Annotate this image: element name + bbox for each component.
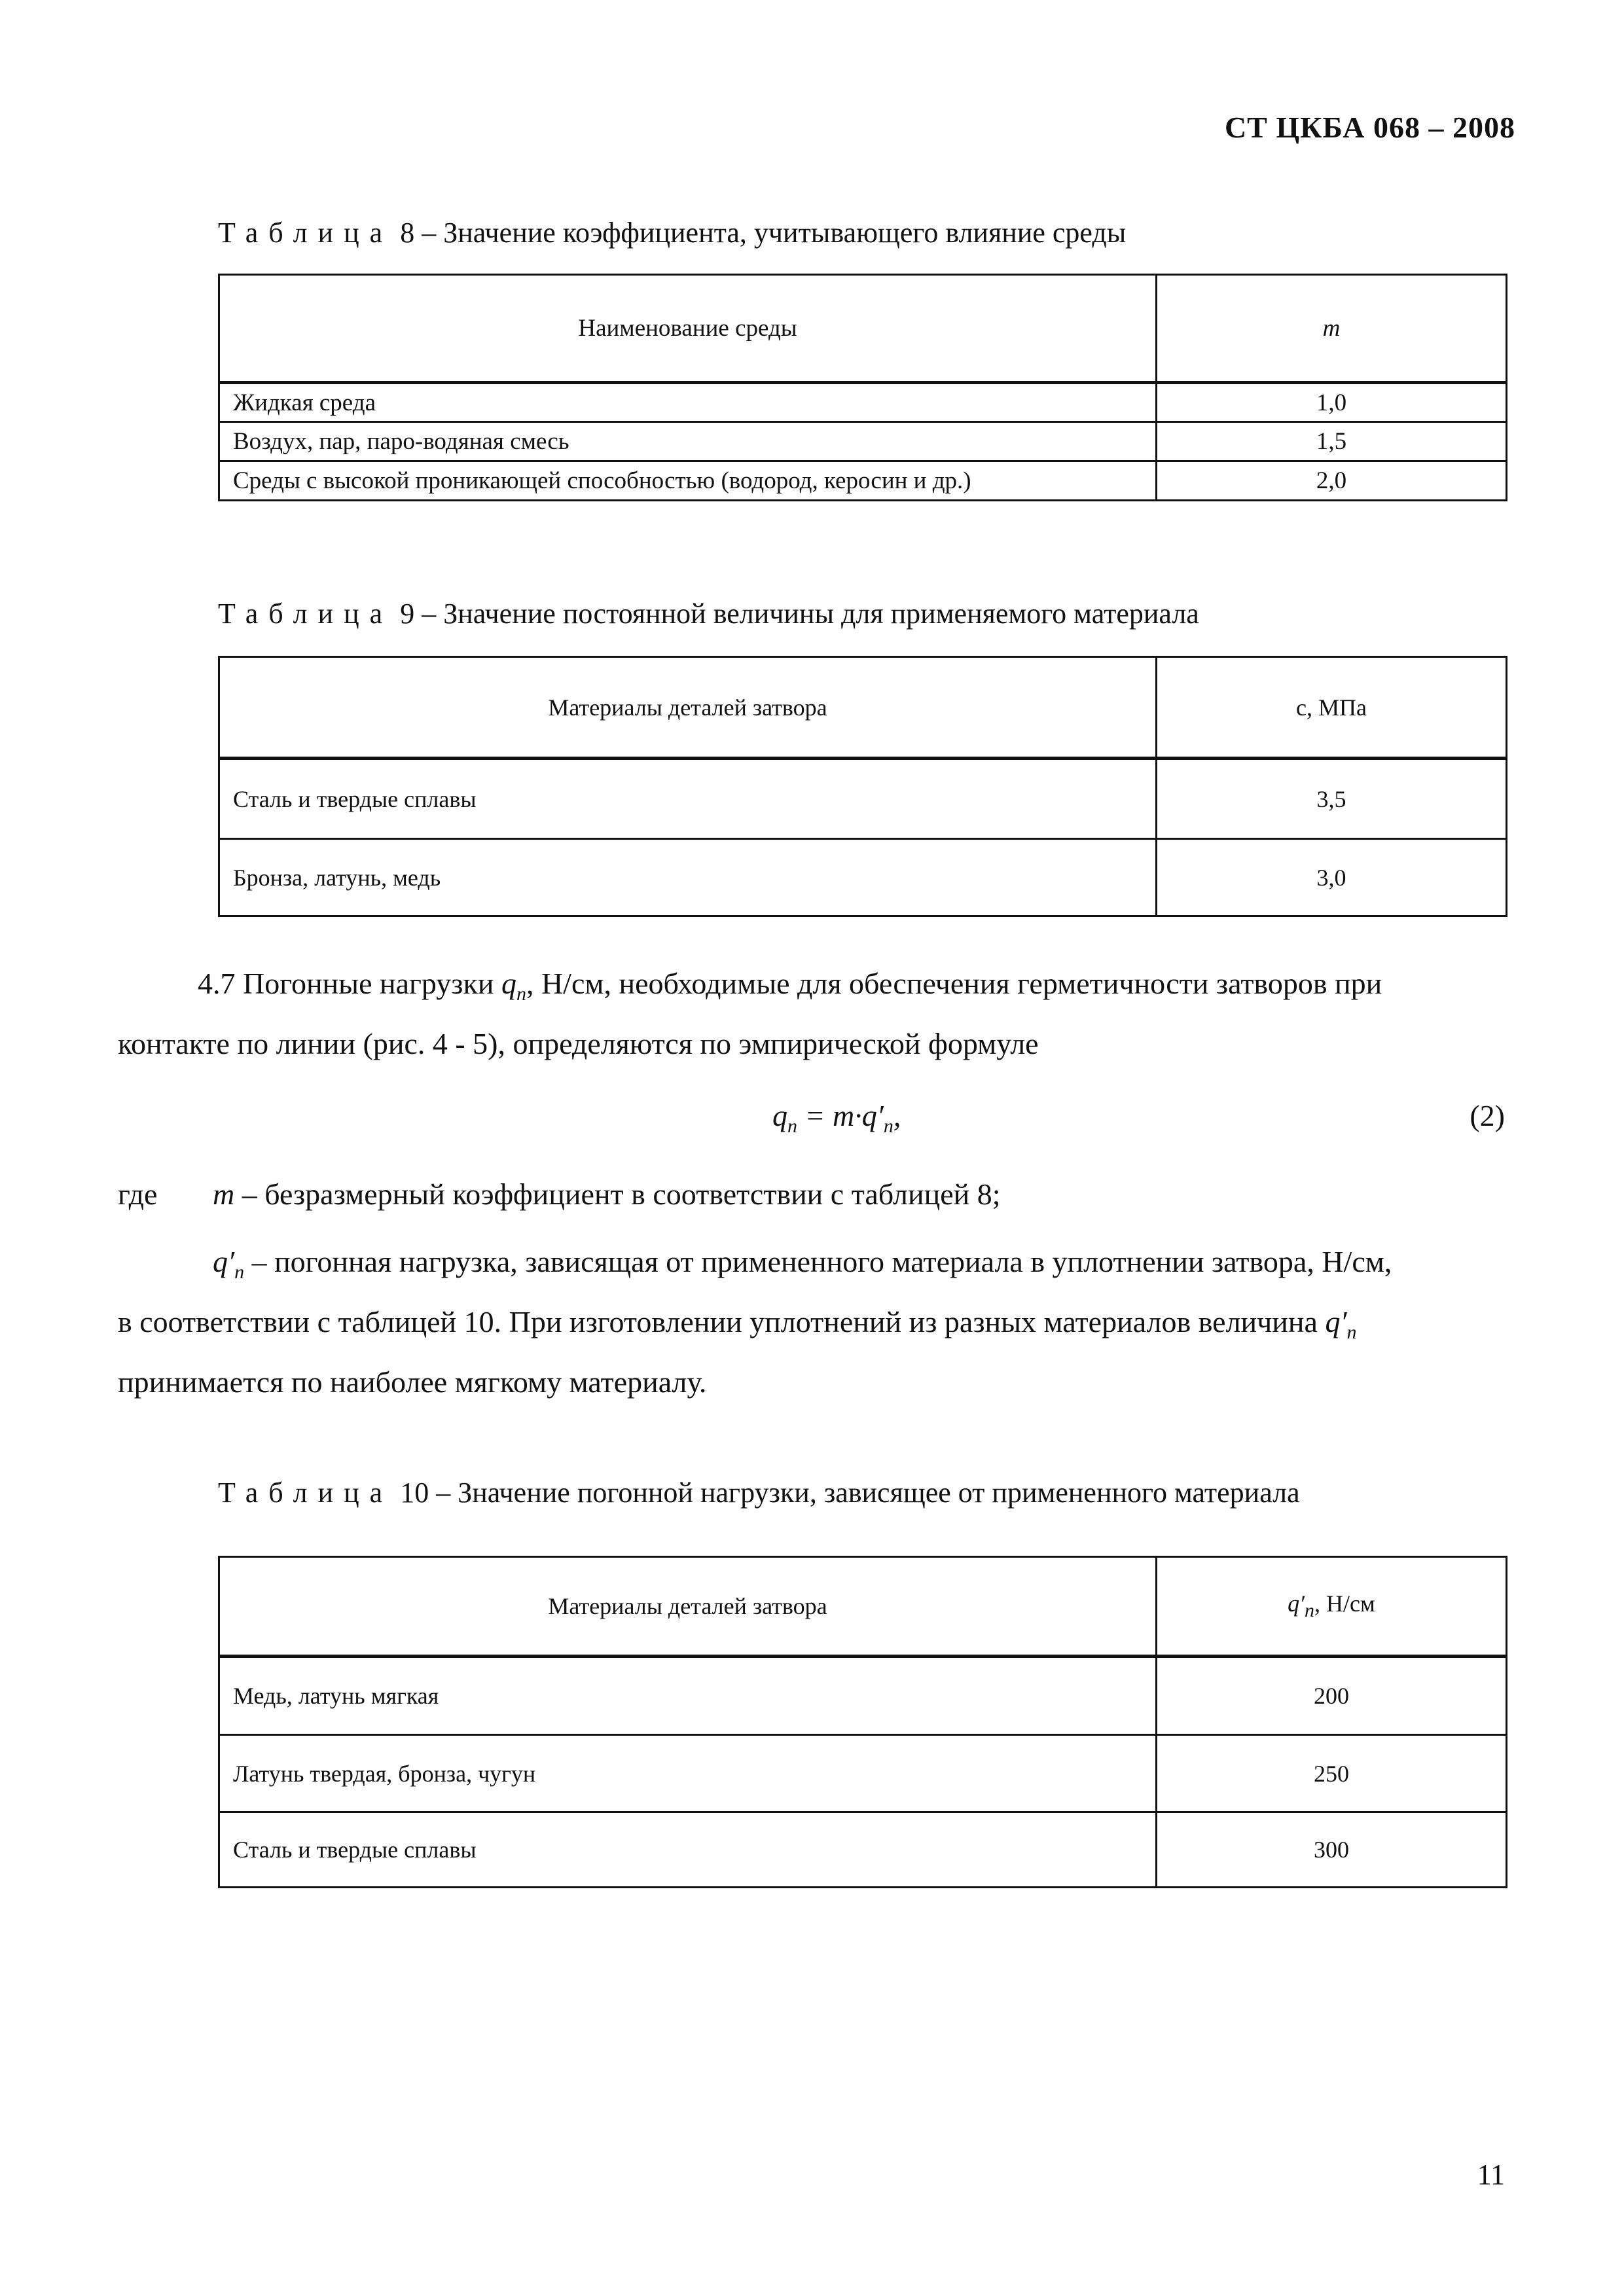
m-symbol: m	[213, 1177, 235, 1211]
table9-cell: Сталь и твердые сплавы	[219, 759, 1157, 839]
table10-cell: Сталь и твердые сплавы	[219, 1812, 1157, 1888]
table10-caption-word: Таблица	[218, 1477, 393, 1509]
table8-caption-num: 8	[400, 217, 415, 249]
table8-cell: 1,0	[1157, 383, 1507, 422]
table8-cell: 1,5	[1157, 422, 1507, 461]
qn-prime-symbol: $q'_n$	[213, 1245, 245, 1283]
where-m-line	[213, 1172, 1001, 1217]
table9-cell: Бронза, латунь, медь	[219, 839, 1157, 916]
table8-cell: Жидкая среда	[219, 383, 1157, 422]
table-row	[219, 839, 1507, 916]
where-line3: в соответствии с таблицей 10. При изготовлении уплотнений из разных материалов величина $q'_n$	[118, 1305, 1357, 1344]
paragraph-4-7-line1	[198, 961, 1382, 1009]
qn-prime-symbol: $q'_n$	[1325, 1305, 1357, 1344]
table9-caption-word: Таблица	[218, 598, 393, 630]
table-row	[219, 1657, 1507, 1735]
table10-caption-text: – Значение погонной нагрузки, зависящее от примененного материала	[436, 1477, 1300, 1509]
table9-caption-text: – Значение постоянной величины для применяемого материала	[422, 598, 1199, 630]
table8-cell: Среды с высокой проникающей способностью (водород, керосин и др.)	[219, 461, 1157, 501]
table8-head-name: Наименование среды	[219, 275, 1157, 383]
table10-cell: Медь, латунь мягкая	[219, 1657, 1157, 1735]
table9-caption-num: 9	[400, 598, 415, 630]
formula-number: (2)	[1470, 1099, 1505, 1132]
paragraph-4-7-rest: , Н/см, необходимые для обеспечения герметичности затворов при	[526, 967, 1382, 1000]
qn-symbol: $q_n$	[501, 967, 526, 1005]
table9-head-c: c, МПа	[1157, 657, 1507, 759]
table10	[218, 1556, 1507, 1888]
where-m-text: – безразмерный коэффициент в соответствии с таблицей 8;	[242, 1177, 1001, 1211]
table10-caption	[218, 1476, 1300, 1509]
where-q-text: – погонная нагрузка, зависящая от примененного материала в уплотнении затвора, Н/см,	[251, 1245, 1392, 1278]
page-number: 11	[1477, 2159, 1505, 2191]
table8-caption-text: – Значение коэффициента, учитывающего влияние среды	[422, 217, 1127, 249]
table8-cell: Воздух, пар, паро-водяная смесь	[219, 422, 1157, 461]
table-row	[219, 461, 1507, 501]
table10-cell: 250	[1157, 1735, 1507, 1812]
document-header: СТ ЦКБА 068 – 2008	[1224, 111, 1515, 144]
paragraph-4-7-line2: контакте по линии (рис. 4 - 5), определяются по эмпирической формуле	[118, 1027, 1039, 1060]
table10-cell: 200	[1157, 1657, 1507, 1735]
table9	[218, 656, 1507, 917]
table8-head-m: m	[1157, 275, 1507, 383]
table8-caption-word: Таблица	[218, 217, 393, 249]
where-q-line	[213, 1239, 1392, 1287]
table9-cell: 3,5	[1157, 759, 1507, 839]
table-row	[219, 1812, 1507, 1888]
table8	[218, 274, 1507, 501]
table-row	[219, 1735, 1507, 1812]
table-row	[219, 383, 1507, 422]
table10-head-materials: Материалы деталей затвора	[219, 1557, 1157, 1657]
table9-head-materials: Материалы деталей затвора	[219, 657, 1157, 759]
table10-caption-num: 10	[400, 1477, 429, 1509]
table-row	[219, 422, 1507, 461]
table9-cell: 3,0	[1157, 839, 1507, 916]
table10-cell: 300	[1157, 1812, 1507, 1888]
table-row	[219, 759, 1507, 839]
paragraph-4-7-lead: 4.7 Погонные нагрузки	[198, 967, 494, 1000]
table10-cell: Латунь твердая, бронза, чугун	[219, 1735, 1157, 1812]
where-line4: принимается по наиболее мягкому материалу.	[118, 1365, 707, 1399]
table9-caption	[218, 597, 1199, 630]
table10-head-qn: $q'_n$, Н/см	[1157, 1557, 1507, 1657]
formula: $q_n = m\cdot q'_n$,	[772, 1099, 901, 1138]
table8-caption	[218, 216, 1126, 249]
where-word: где	[118, 1177, 158, 1211]
table8-cell: 2,0	[1157, 461, 1507, 501]
